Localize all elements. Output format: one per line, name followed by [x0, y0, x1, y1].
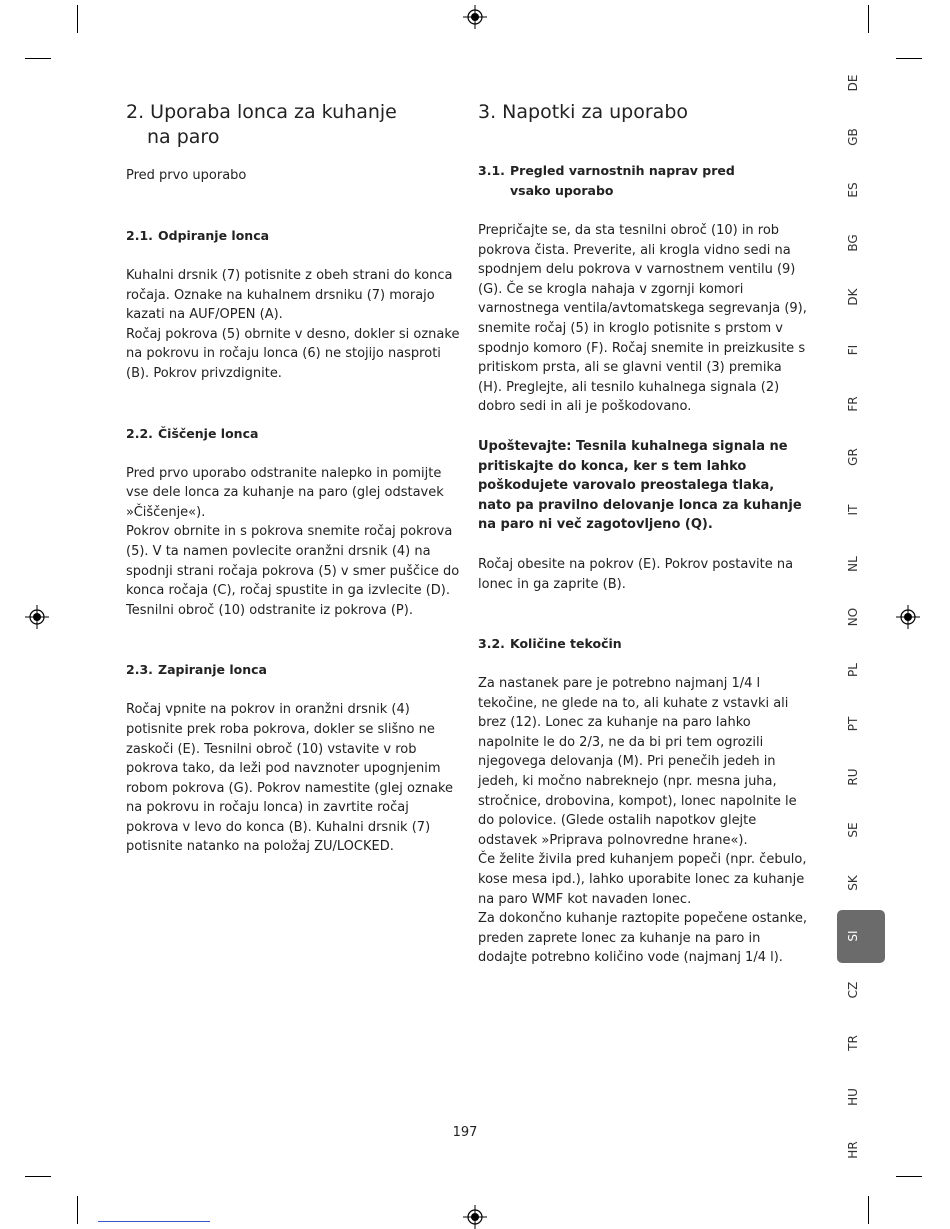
paragraph: Ročaj obesite na pokrov (E). Pokrov postavite na lonec in ga zaprite (B). — [478, 556, 794, 592]
crop-mark — [868, 1196, 869, 1224]
paragraph: Pred prvo uporabo odstranite nalepko in pomijte vse dele lonca za kuhanje na paro (glej odstavek »Čiščenje«). — [126, 465, 444, 520]
section-title-line: na paro — [147, 126, 220, 148]
crop-mark — [77, 5, 78, 33]
language-tab-nl: NL — [846, 556, 860, 572]
language-tab-cz: CZ — [846, 981, 860, 999]
crop-mark — [77, 1196, 78, 1224]
subsection-title: Zapiranje lonca — [158, 662, 267, 678]
language-tab-bg: BG — [846, 234, 860, 252]
subsection-title: Odpiranje lonca — [158, 228, 270, 243]
crop-mark — [868, 5, 869, 33]
subsection-number: 2.2. — [126, 425, 153, 441]
language-tab-dk: DK — [846, 288, 860, 306]
registration-mark-icon — [463, 5, 487, 29]
language-tab-tr: TR — [846, 1035, 860, 1051]
language-tab-ru: RU — [846, 768, 860, 786]
language-tab-sk: SK — [846, 875, 860, 891]
paragraph: Za dokončno kuhanje raztopite popečene ostanke, preden zaprete lonec za kuhanje na paro in dodajte potrebno količino vode (najmanj 1/4 l). — [478, 911, 807, 966]
subsection-heading — [126, 226, 461, 246]
section-title-line: 2. Uporaba lonca za kuhanje — [126, 101, 397, 123]
left-column — [126, 100, 461, 857]
section-title: 3. Napotki za uporabo — [478, 101, 689, 123]
subsection-heading — [126, 660, 461, 680]
subsection-heading — [478, 161, 808, 201]
registration-mark-icon — [25, 605, 49, 629]
language-tab-fi: FI — [846, 344, 860, 356]
subsection-heading — [478, 634, 808, 654]
subsection-number: 3.2. — [478, 636, 505, 652]
paragraph: Ročaj vpnite na pokrov in oranžni drsnik (4) potisnite prek roba pokrova, dokler se slišno ne zaskoči (E). Tesnilni obroč (10) vstavite v rob pokrova tako, da leži pod navznoter upognjenim robom pokrova (G). Pokrov namestite (glej oznake na pokrovu in ročaju lonca) in zavrtite ročaj pokrova v levo do konca (B). Kuhalni drsnik (7) potisnite natanko na položaj ZU/LOCKED. — [126, 702, 454, 855]
crop-mark — [896, 1176, 922, 1177]
subsection-heading — [126, 424, 461, 444]
crop-mark — [25, 58, 51, 59]
subsection-number: 2.1. — [126, 228, 153, 243]
bottom-rule — [98, 1221, 210, 1222]
language-tab-fr: FR — [846, 396, 860, 412]
language-tab-hu: HU — [846, 1088, 860, 1106]
section-title — [126, 100, 461, 150]
language-tab-pl: PL — [846, 663, 860, 677]
language-tab-se: SE — [846, 822, 860, 838]
language-tab-es: ES — [846, 182, 860, 198]
paragraph: Če želite živila pred kuhanjem popeči (npr. čebulo, kose mesa ipd.), lahko uporabite lonec za kuhanje na paro WMF kot navaden lonec. — [478, 852, 807, 907]
registration-mark-icon — [896, 605, 920, 629]
subsection-title: Količine tekočin — [510, 636, 622, 652]
subsection-title: vsako uporabo — [510, 183, 614, 198]
page-number: 197 — [452, 1125, 478, 1140]
right-column — [478, 100, 808, 968]
subsection-title: Čiščenje lonca — [158, 425, 259, 441]
language-tab-pt: PT — [846, 716, 860, 732]
subsection-title: Pregled varnostnih naprav pred — [510, 163, 735, 178]
language-tab-hr: HR — [846, 1141, 860, 1159]
subsection-number: 2.3. — [126, 662, 153, 678]
paragraph: Za nastanek pare je potrebno najmanj 1/4 l tekočine, ne glede na to, ali kuhate z vstavki ali brez (12). Lonec za kuhanje na paro lahko napolnite le do 2/3, ne da bi pri tem ogrozili njegovega delovanja (M). Pri penečih jedeh in jedeh, ki močno nabreknejo (npr. mesna juha, stročnice, drobovina, kompot), lonec napolnite le do polovice. (Glede ostalih napotkov glejte odstavek »Priprava polnovredne hrane«). — [478, 676, 797, 848]
paragraph: Kuhalni drsnik (7) potisnite z obeh strani do konca ročaja. Oznake na kuhalnem drsniku (7) morajo kazati na AUF/OPEN (A). — [126, 268, 453, 323]
crop-mark — [896, 58, 922, 59]
language-tab-gb: GB — [846, 128, 860, 146]
registration-mark-icon — [463, 1205, 487, 1229]
paragraph: Pokrov obrnite in s pokrova snemite ročaj pokrova (5). V ta namen povlecite oranžni drsnik (4) na spodnji strani ročaja pokrova (5) v smer puščice do konca ročaja (C), ročaj spustite in ga izvlecite (D). Tesnilni obroč (10) odstranite iz pokrova (P). — [126, 524, 460, 618]
language-tab-it: IT — [846, 504, 860, 516]
language-tab-de: DE — [846, 74, 860, 92]
paragraph: Prepričajte se, da sta tesnilni obroč (10) in rob pokrova čista. Preverite, ali krogla vidno sedi na spodnjem delu pokrova v varnostnem ventilu (9) (G). Če se krogla nahaja v zgornji komori varnostnega ventila/avtomatskega segrevanja (9), snemite ročaj (5) in kroglo potisnite s prstom v spodnjo komoro (F). Ročaj snemite in preizkusite s pritiskom prsta, ali se glavni ventil (3) premika (H). Preglejte, ali tesnilo kuhalnega signala (2) dobro sedi in ali je poškodovano. — [478, 223, 807, 415]
crop-mark — [25, 1176, 51, 1177]
paragraph: Ročaj pokrova (5) obrnite v desno, dokler si oznake na pokrovu in ročaju lonca (6) ne stojijo nasproti (B). Pokrov privzdignite. — [126, 326, 460, 381]
language-tab-gr: GR — [846, 448, 860, 466]
language-tab-si: SI — [846, 930, 860, 942]
subsection-number: 3.1. — [478, 163, 505, 178]
note-paragraph: Upoštevajte: Tesnila kuhalnega signala ne pritiskajte do konca, ker s tem lahko poškodujete varovalo preostalega tlaka, nato pa pravilno delovanje lonca za kuhanje na paro ni več zagotovljeno (Q). — [478, 438, 802, 533]
intro-text: Pred prvo uporabo — [126, 168, 247, 183]
language-tab-no: NO — [846, 607, 860, 627]
